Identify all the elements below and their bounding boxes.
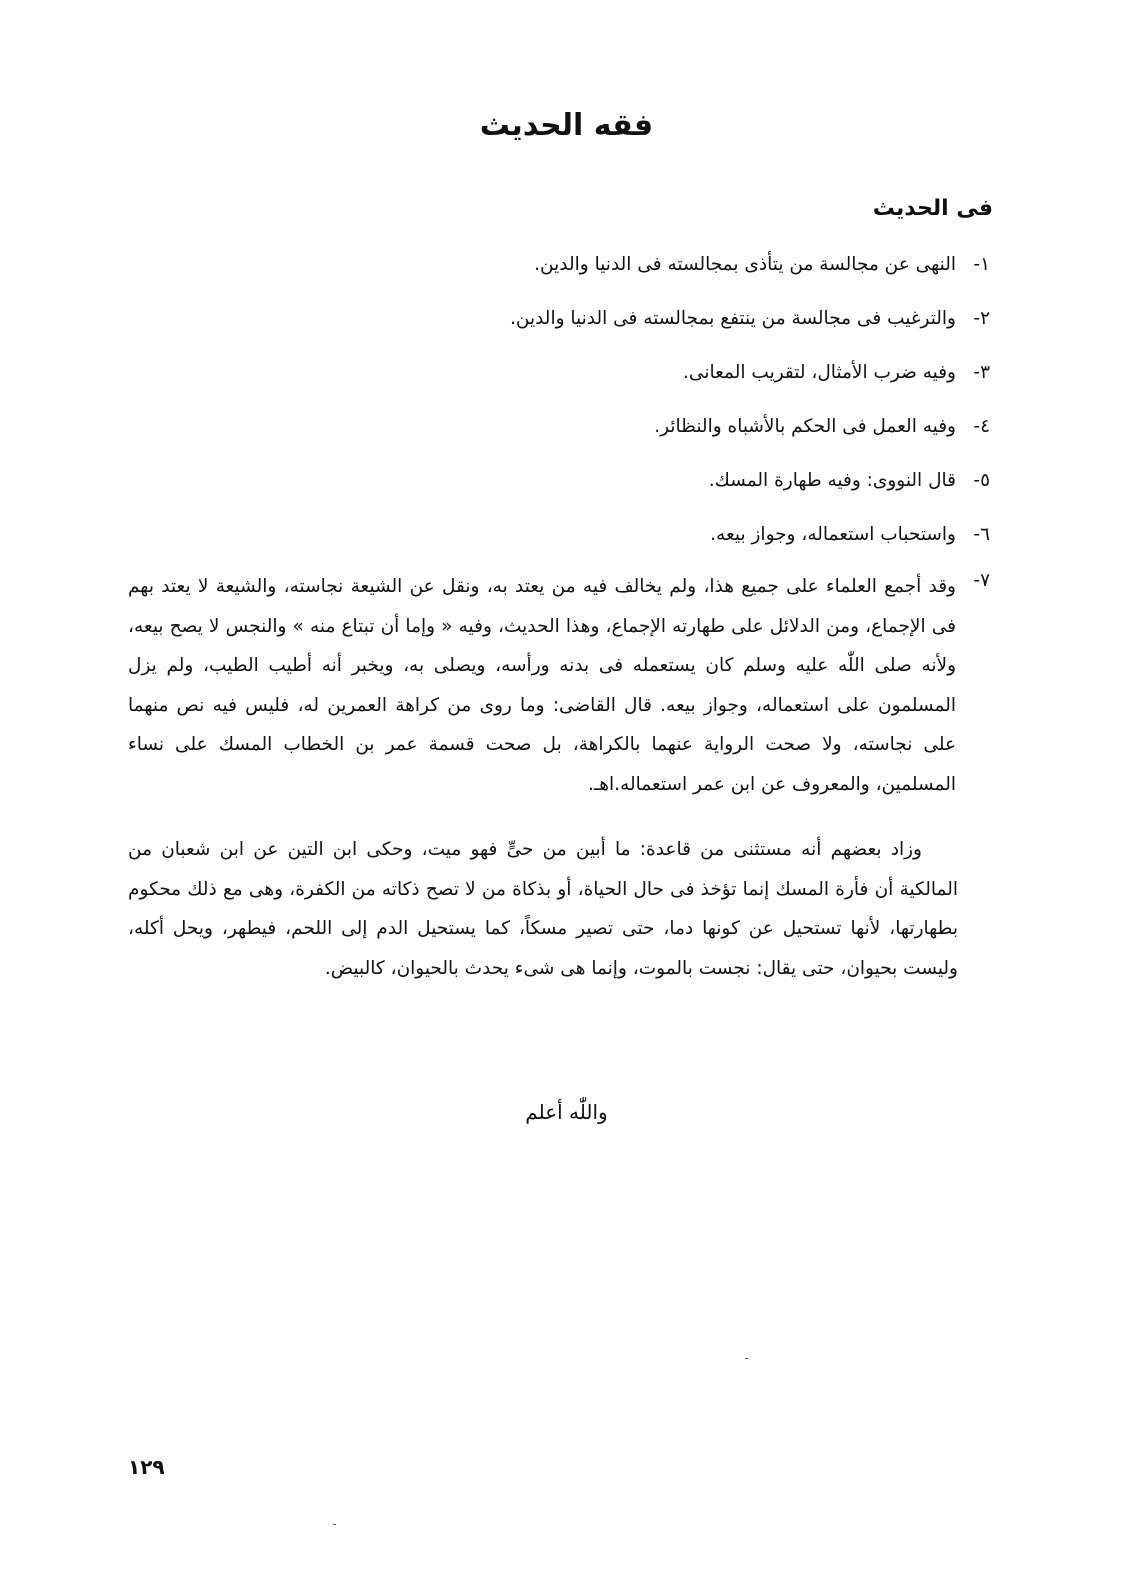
point-text: وفيه ضرب الأمثال، لتقريب المعانى. bbox=[683, 362, 956, 383]
point-item bbox=[128, 354, 990, 408]
body-paragraph: وزاد بعضهم أنه مستثنى من قاعدة: ما أبين من حىٍّ فهو ميت، وحكى ابن التين عن ابن شعبان من المالكية أن فأرة المسك إنما تؤخذ فى حال الحياة، أو بذكاة من لا تصح ذكاته من الكفرة، وهى مع ذلك محكوم بطهارتها، لأنها تستحيل عن كونها دما، حتى تصير مسكاً، كما يستحيل الدم إلى اللحم، فيطهر، ويحل أكله، وليست بحيوان، حتى يقال: نجست بالموت، وإنما هى شىء يحدث بالحيوان، كالبيض. bbox=[128, 839, 958, 979]
page-title: فقه الحديث bbox=[479, 108, 654, 143]
point-text: واستحباب استعماله، وجواز بيعه. bbox=[710, 524, 956, 545]
scan-speck bbox=[333, 1524, 336, 1525]
point-number: ٦- bbox=[973, 524, 990, 545]
point-number: ٢- bbox=[973, 308, 990, 329]
point-text: والترغيب فى مجالسة من ينتفع بمجالسته فى الدنيا والدين. bbox=[509, 308, 956, 329]
points-list bbox=[128, 246, 990, 804]
point-number: ٧- bbox=[973, 570, 990, 591]
point-item bbox=[128, 516, 990, 570]
point-number: ٣- bbox=[973, 362, 990, 383]
point-text: وفيه العمل فى الحكم بالأشباه والنظائر. bbox=[654, 416, 956, 437]
point-item bbox=[128, 408, 990, 462]
point-item-long bbox=[128, 570, 990, 804]
scan-speck bbox=[745, 1358, 748, 1359]
point-text: النهى عن مجالسة من يتأذى بمجالسته فى الدنيا والدين. bbox=[534, 254, 956, 275]
point-item bbox=[128, 300, 990, 354]
point-text: قال النووى: وفيه طهارة المسك. bbox=[708, 470, 956, 491]
point-number: ٤- bbox=[973, 416, 990, 437]
section-heading: فى الحديث bbox=[872, 196, 993, 221]
point-item bbox=[128, 462, 990, 516]
page-number: ١٢٩ bbox=[128, 1455, 165, 1479]
point-number: ٥- bbox=[973, 470, 990, 491]
closing-phrase: واللّٰه أعلم bbox=[525, 1100, 608, 1124]
point-text: وقد أجمع العلماء على جميع هذا، ولم يخالف فيه من يعتد به، ونقل عن الشيعة نجاسته، والشيعة لا يعتد بهم فى الإجماع، ومن الدلائل على طهارته الإجماع، وهذا الحديث، وفيه « وإما أن تبتاع منه » والنجس لا يصح بيعه، ولأنه صلى اللّٰه عليه وسلم كان يستعمله فى بدنه ورأسه، ويصلى به، ويخبر أنه أطيب الطيب، ولم يزل المسلمون على استعماله، وجواز بيعه. قال القاضى: وما روى من كراهة العمرين له، فليس فيه نص منهما على نجاسته، ولا صحت الرواية عنهما بالكراهة، بل صحت قسمة عمر بن الخطاب المسك على نساء المسلمين، والمعروف عن ابن عمر استعماله.اهـ. bbox=[128, 576, 956, 795]
point-number: ١- bbox=[973, 254, 990, 275]
point-item bbox=[128, 246, 990, 300]
